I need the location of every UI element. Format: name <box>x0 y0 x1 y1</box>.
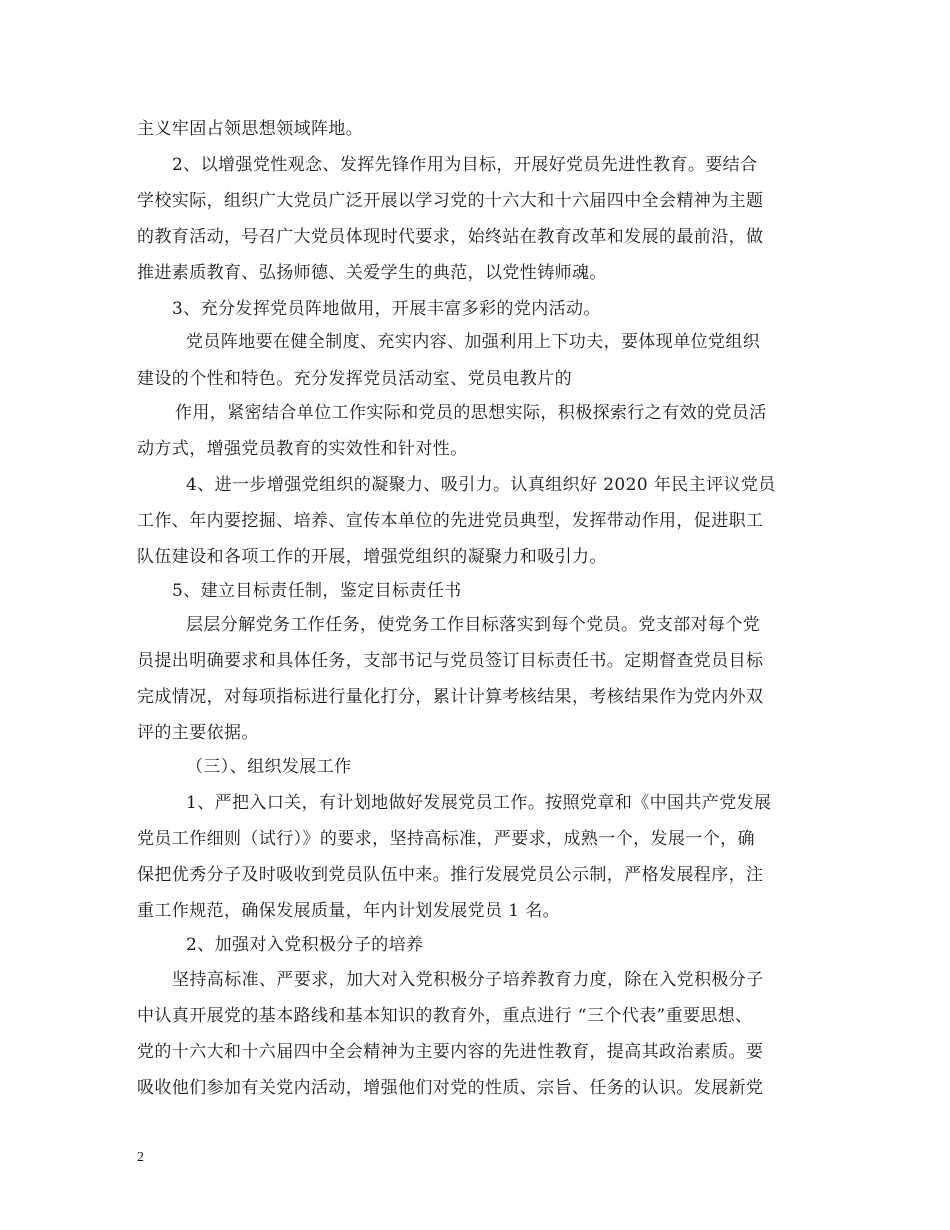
text-line: 5、建立目标责任制，鉴定目标责任书 <box>172 581 462 601</box>
text-line: 党员工作细则（试行）》的要求，坚持高标准，严要求，成熟一个，发展一个，确 <box>137 829 755 849</box>
page-number: 2 <box>137 1150 145 1165</box>
section-heading: （三）、组织发展工作 <box>186 757 352 777</box>
text-line: 学校实际，组织广大党员广泛开展以学习党的十六大和十六届四中全会精神为主题 <box>137 191 764 211</box>
text-line: 党的十六大和十六届四中全会精神为主要内容的先进性教育，提高其政治素质。要 <box>137 1042 764 1062</box>
text-line: 作用，紧密结合单位工作实际和党员的思想实际，积极探索行之有效的党员活 <box>175 403 767 423</box>
text-line: 工作、年内要挖掘、培养、宣传本单位的先进党员典型，发挥带动作用，促进职工 <box>137 511 764 531</box>
text-line: 的教育活动，号召广大党员体现时代要求，始终站在教育改革和发展的最前沿，做 <box>137 227 764 247</box>
text-line: 主义牢固占领思想领域阵地。 <box>137 119 364 139</box>
text-line: 重工作规范，确保发展质量，年内计划发展党员 1 名。 <box>137 901 561 921</box>
text-line: 完成情况，对每项指标进行量化打分，累计计算考核结果，考核结果作为党内外双 <box>137 687 764 707</box>
text-line: 建设的个性和特色。充分发挥党员活动室、党员电教片的 <box>137 369 572 389</box>
text-line: 党员阵地要在健全制度、充实内容、加强利用上下功夫，要体现单位党组织 <box>186 332 761 352</box>
text-line: 2、加强对入党积极分子的培养 <box>186 935 424 955</box>
text-line: 层层分解党务工作任务，使党务工作目标落实到每个党员。党支部对每个党 <box>186 615 761 635</box>
text-line: 动方式，增强党员教育的实效性和针对性。 <box>137 439 468 459</box>
text-line: 员提出明确要求和具体任务，支部书记与党员签订目标责任书。定期督查党员目标 <box>137 651 764 671</box>
text-line: 队伍建设和各项工作的开展，增强党组织的凝聚力和吸引力。 <box>137 547 607 567</box>
text-line: 3、充分发挥党员阵地做用，开展丰富多彩的党内活动。 <box>172 299 601 319</box>
text-line: 2、以增强党性观念、发挥先锋作用为目标，开展好党员先进性教育。要结合 <box>172 155 758 175</box>
text-line: 1、严把入口关，有计划地做好发展党员工作。按照党章和《中国共产党发展 <box>186 793 772 813</box>
text-line: 中认真开展党的基本路线和基本知识的教育外，重点进行 “三个代表”重要思想、 <box>137 1006 753 1026</box>
text-line: 保把优秀分子及时吸收到党员队伍中来。推行发展党员公示制，严格发展程序，注 <box>137 865 764 885</box>
text-line: 吸收他们参加有关党内活动，增强他们对党的性质、宗旨、任务的认识。发展新党 <box>137 1078 764 1098</box>
text-line: 推进素质教育、弘扬师德、关爱学生的典范，以党性铸师魂。 <box>137 263 607 283</box>
text-line: 4、进一步增强党组织的凝聚力、吸引力。认真组织好 2020 年民主评议党员 <box>186 475 776 495</box>
text-line: 坚持高标准、严要求，加大对入党积极分子培养教育力度，除在入党积极分子 <box>172 970 764 990</box>
text-line: 评的主要依据。 <box>137 723 259 743</box>
